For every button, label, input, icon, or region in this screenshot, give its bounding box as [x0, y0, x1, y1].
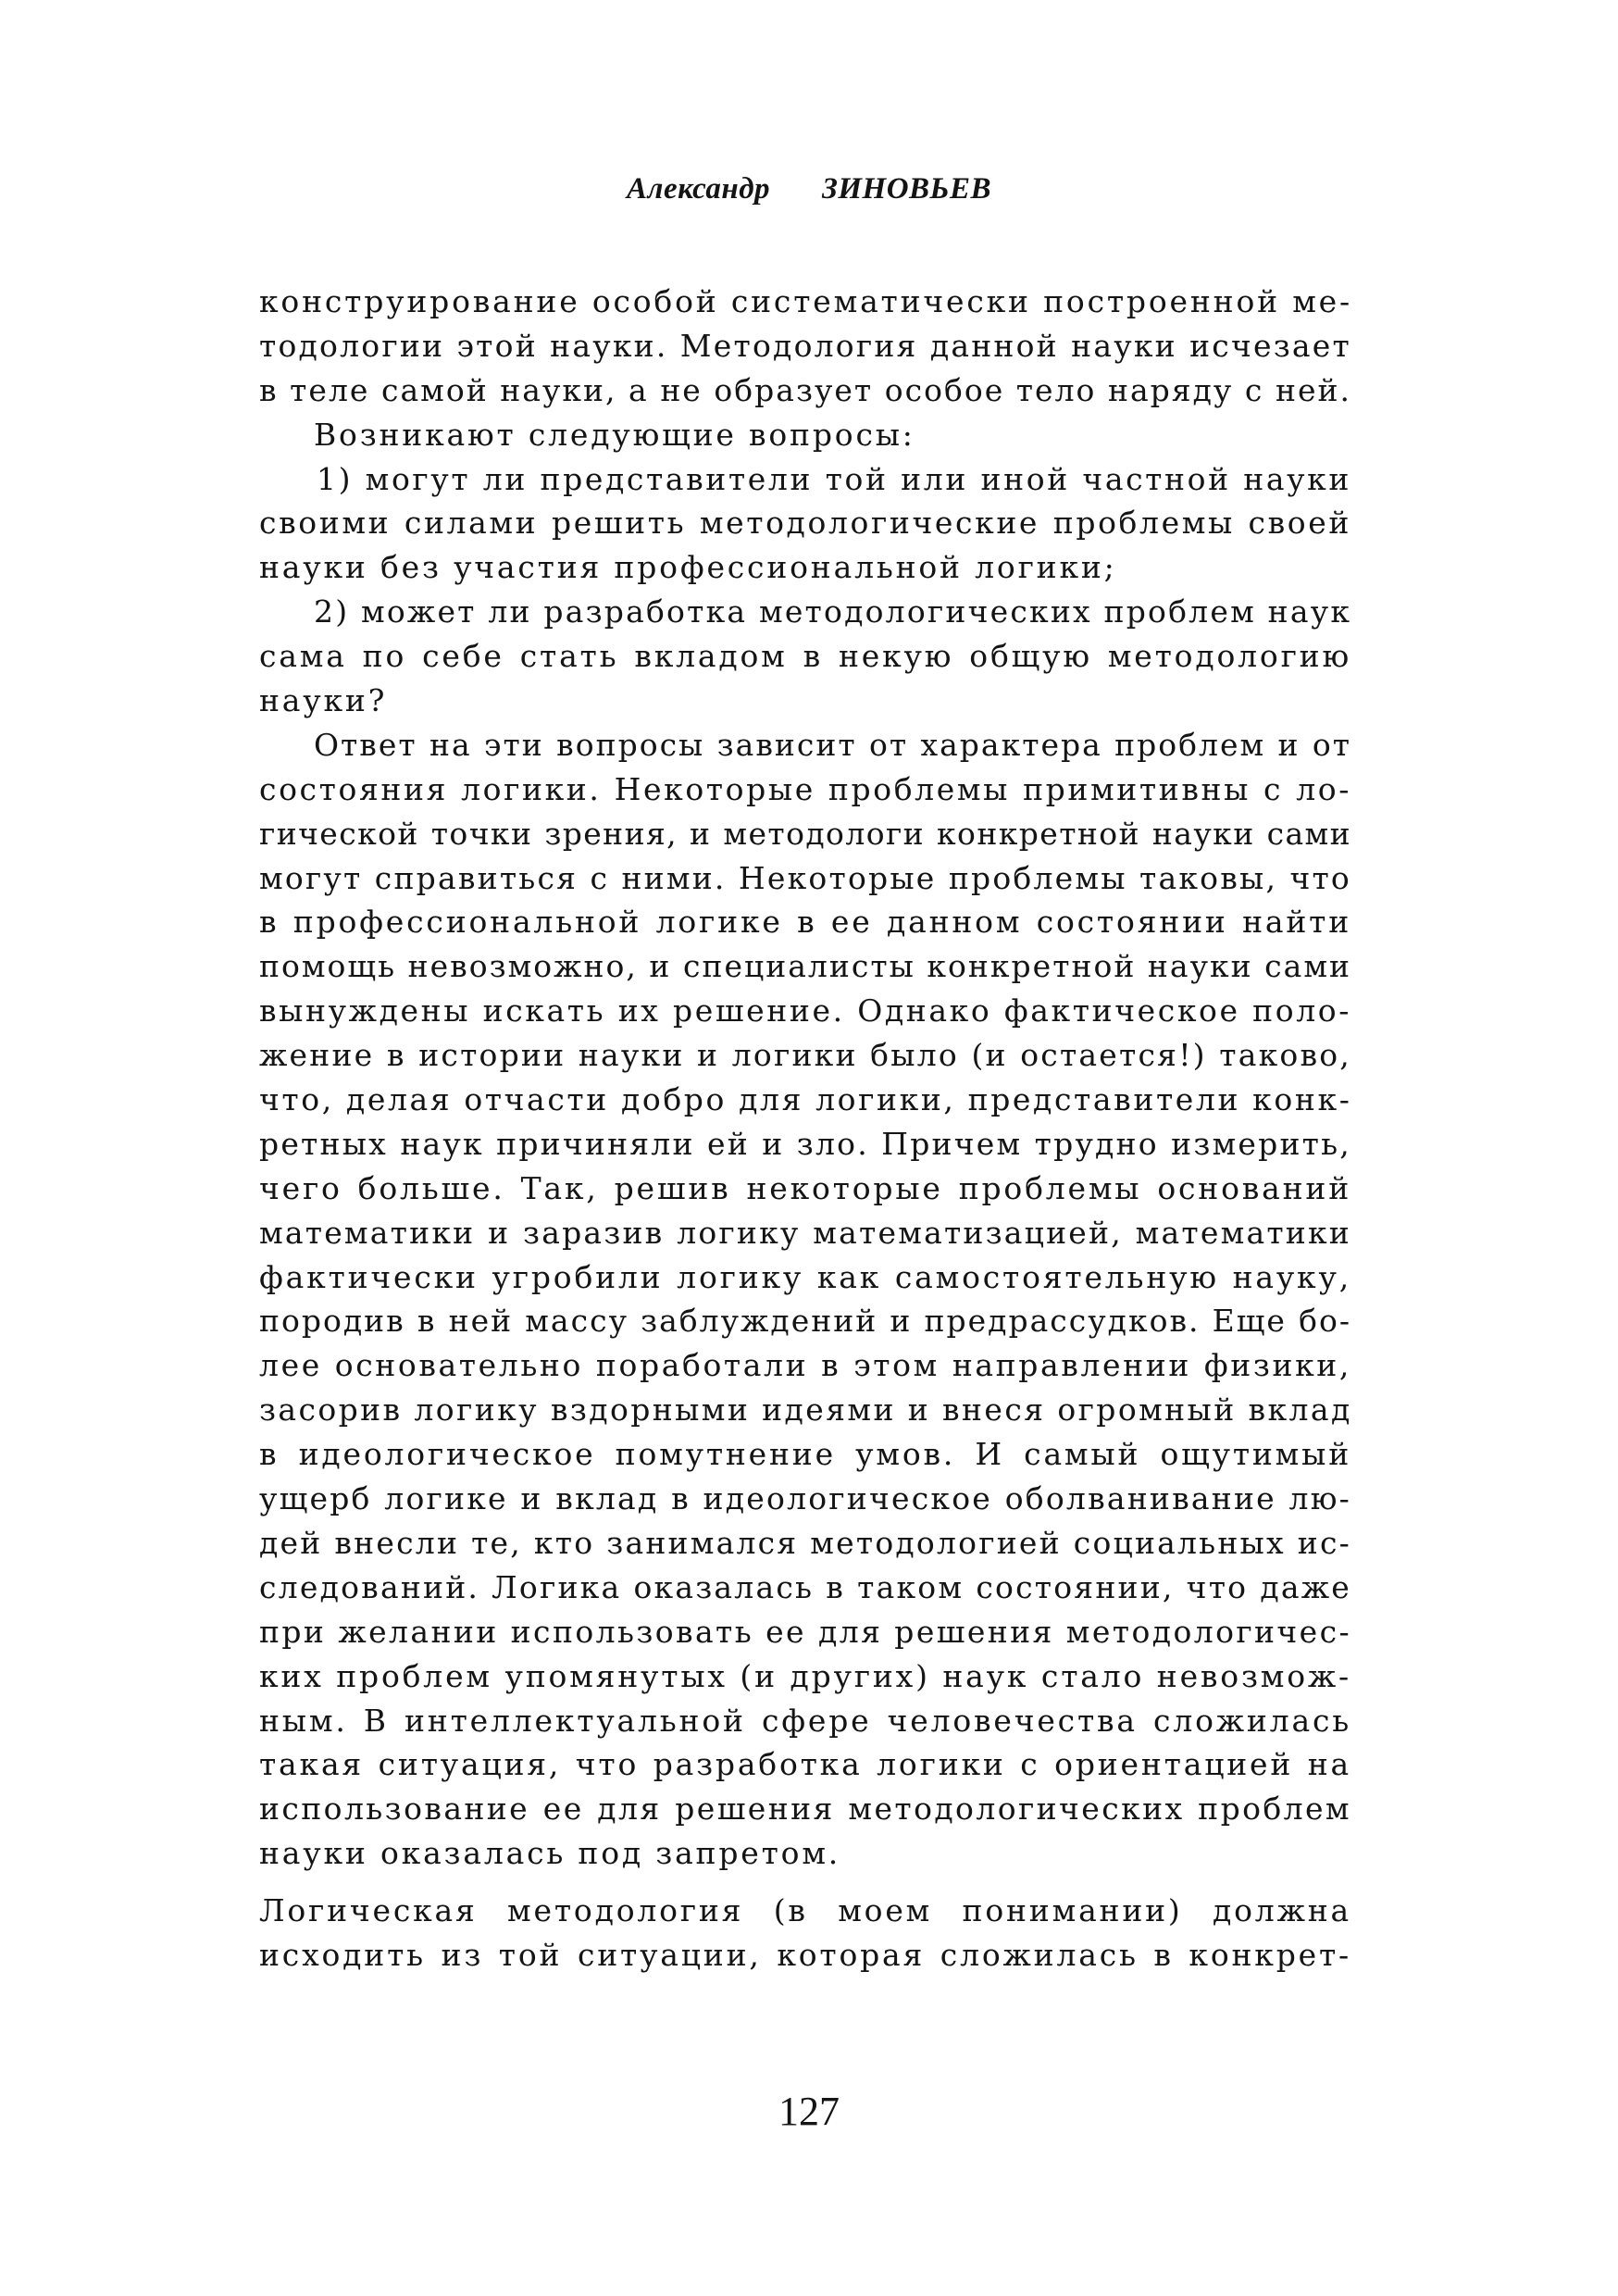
text-line: 2) может ли разработка методологических проблем наук	[314, 593, 1352, 630]
text-line: жение в истории науки и логики было (и остается!) таково,	[259, 1037, 1351, 1074]
author-first-name: Александр	[627, 172, 771, 206]
text-line: ких проблем упомянутых (и других) наук стало невозмож-	[259, 1657, 1351, 1694]
text-line: лее основательно поработали в этом направлении физики,	[259, 1347, 1351, 1384]
text-line: такая ситуация, что разработка логики с ориентацией на	[259, 1746, 1351, 1783]
text-line: использование ее для решения методологических проблем	[259, 1791, 1351, 1828]
page-number: 127	[778, 2089, 840, 2134]
text-line: гической точки зрения, и методологи конкретной науки сами	[259, 815, 1351, 852]
text-line: в идеологическое помутнение умов. И самый ощутимый	[259, 1436, 1351, 1473]
text-line: Возникают следующие вопросы:	[314, 416, 915, 453]
text-line: ущерб логике и вклад в идеологическое оболванивание лю-	[259, 1480, 1351, 1517]
text-line: науки оказалась под запретом.	[259, 1835, 841, 1872]
text-line: Логическая методология (в моем понимании) должна	[259, 1892, 1351, 1929]
text-line: 1) могут ли представители той или иной частной науки	[317, 460, 1351, 497]
text-line: конструирование особой систематически построенной ме-	[259, 283, 1352, 319]
text-line: что, делая отчасти добро для логики, представители конк-	[259, 1081, 1352, 1118]
paragraph-gap	[259, 1876, 1351, 1889]
text-line: своими силами решить методологические проблемы своей	[259, 505, 1351, 542]
text-line: математики и заразив логику математизацией, математики	[259, 1214, 1351, 1251]
text-line: чего больше. Так, решив некоторые проблемы оснований	[259, 1169, 1351, 1206]
text-line: исходить из той ситуации, которая сложилась в конкрет-	[259, 1936, 1351, 1973]
text-line: состояния логики. Некоторые проблемы примитивны с ло-	[259, 770, 1351, 807]
text-line: ным. В интеллектуальной сфере человечества сложилась	[259, 1702, 1351, 1739]
text-line: науки?	[259, 682, 388, 719]
body-text	[259, 280, 1351, 1978]
text-line: Ответ на эти вопросы зависит от характера проблем и от	[314, 726, 1351, 763]
text-line: помощь невозможно, и специалисты конкретной науки сами	[259, 948, 1351, 985]
text-line: засорив логику вздорными идеями и внеся огромный вклад	[259, 1391, 1352, 1429]
text-line: фактически угробили логику как самостоятельную науку,	[259, 1258, 1351, 1295]
author-last-name: ЗИНОВЬЕВ	[822, 172, 991, 206]
text-line: породив в ней массу заблуждений и предрассудков. Еще бо-	[259, 1303, 1351, 1340]
text-line: науки без участия профессиональной логики;	[259, 549, 1117, 586]
text-line: ретных наук причиняли ей и зло. Причем трудно измерить,	[259, 1125, 1351, 1162]
text-line: при желании использовать ее для решения методологичес-	[259, 1613, 1351, 1650]
text-line: в теле самой науки, а не образует особое тело наряду с ней.	[259, 371, 1351, 408]
running-head	[0, 172, 1618, 206]
text-line: сама по себе стать вкладом в некую общую методологию	[259, 638, 1351, 675]
text-line: дей внесли те, кто занимался методологией социальных ис-	[259, 1524, 1351, 1561]
text-line: в профессиональной логике в ее данном состоянии найти	[259, 904, 1351, 941]
text-line: могут справиться с ними. Некоторые проблемы таковы, что	[259, 859, 1351, 896]
text-line: вынуждены искать их решение. Однако фактическое поло-	[259, 992, 1351, 1029]
text-line: тодологии этой науки. Методология данной науки исчезает	[259, 327, 1351, 364]
text-line: следований. Логика оказалась в таком состоянии, что даже	[259, 1568, 1351, 1605]
